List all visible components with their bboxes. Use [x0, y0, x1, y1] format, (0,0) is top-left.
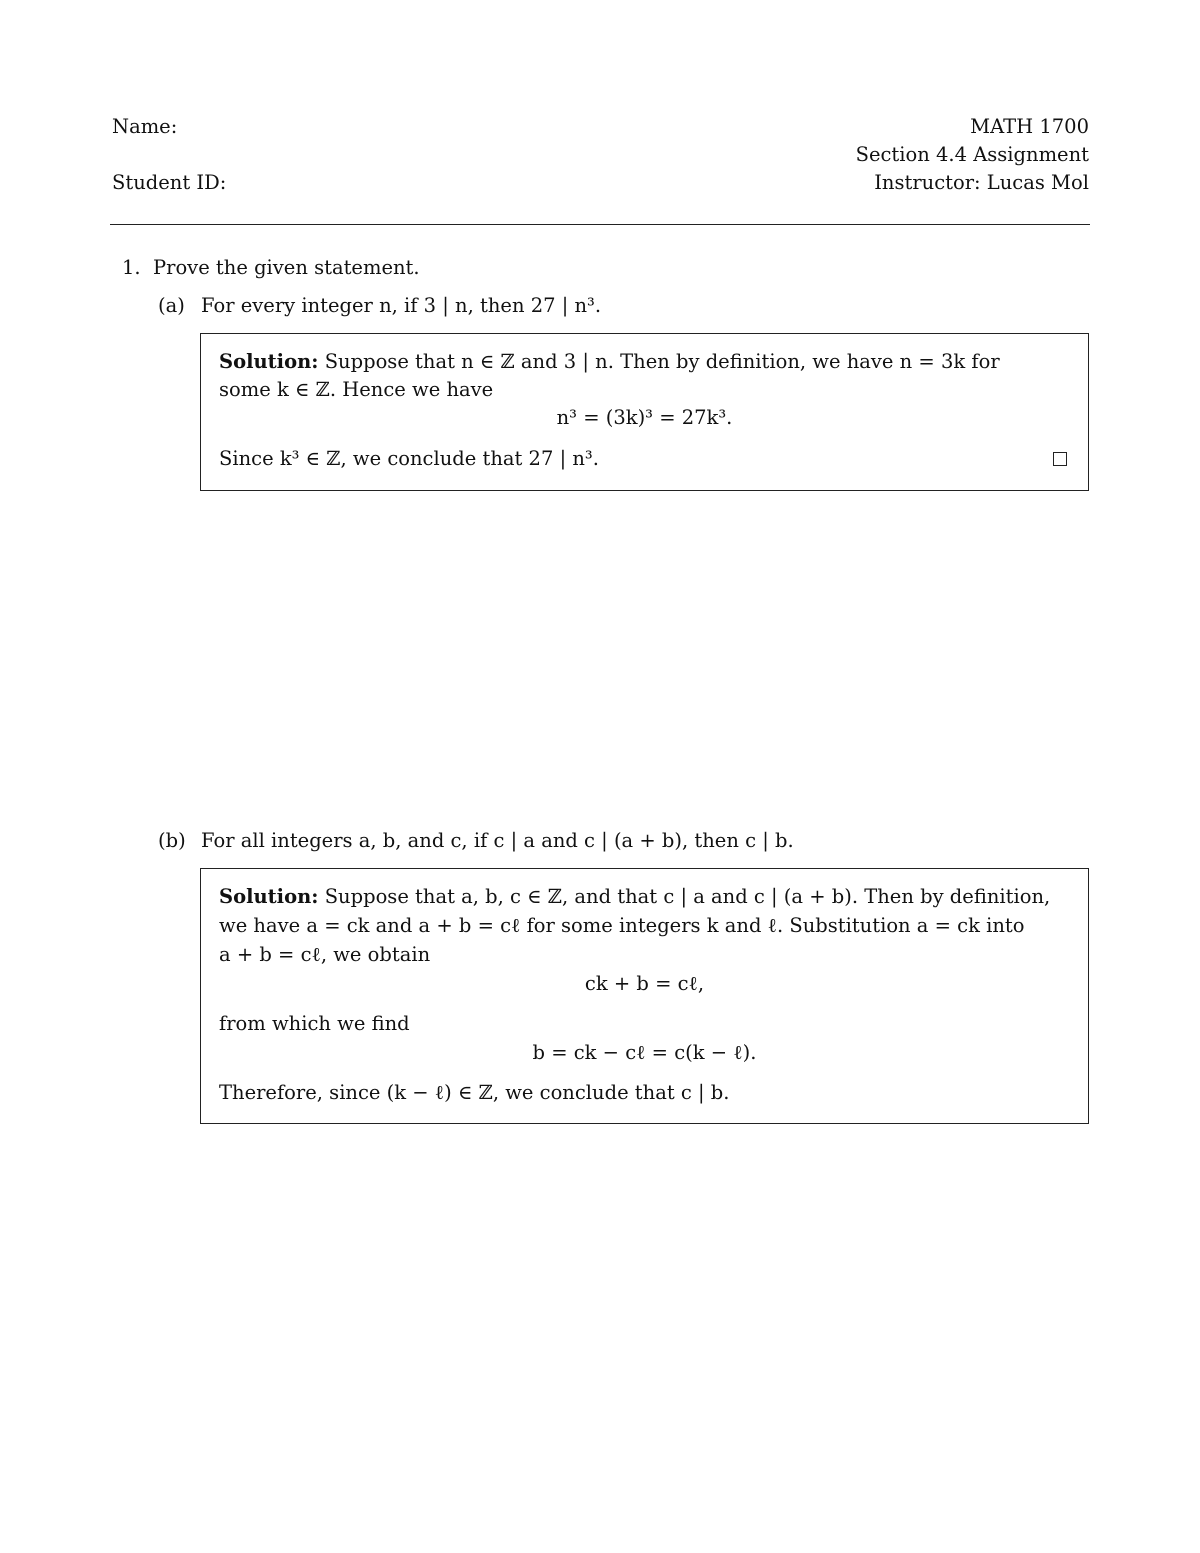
student-id-label: Student ID: — [112, 171, 227, 194]
solution-b-line2: we have a = ck and a + b = cℓ for some integers k and ℓ. Substitution a = ck into — [219, 914, 1025, 937]
solution-a-line2: some k ∈ ℤ. Hence we have — [219, 378, 494, 401]
name-label: Name: — [112, 115, 178, 138]
solution-a-lead: Solution: — [219, 350, 319, 373]
course-code: MATH 1700 — [970, 115, 1089, 138]
solution-b-conclusion: Therefore, since (k − ℓ) ∈ ℤ, we conclude that c | b. — [219, 1081, 730, 1104]
solution-b-line4: from which we find — [219, 1012, 410, 1035]
solution-a-conclusion: Since k³ ∈ ℤ, we conclude that 27 | n³. — [219, 447, 599, 470]
solution-box-a — [200, 333, 1089, 491]
part-b-label: (b) — [158, 829, 186, 852]
question-prompt: Prove the given statement. — [153, 256, 420, 279]
question-number: 1. — [122, 256, 141, 279]
solution-b-line3: a + b = cℓ, we obtain — [219, 943, 431, 966]
solution-b-line1: Suppose that a, b, c ∈ ℤ, and that c | a and c | (a + b). Then by definition, — [324, 885, 1051, 908]
qed-square-icon — [1053, 452, 1067, 466]
instructor: Instructor: Lucas Mol — [874, 171, 1089, 194]
solution-b-lead: Solution: — [219, 885, 319, 908]
solution-a-line1: Suppose that n ∈ ℤ and 3 | n. Then by definition, we have n = 3k for — [324, 350, 1000, 373]
header-divider — [110, 224, 1090, 225]
solution-b-display-equation-1: ck + b = cℓ, — [584, 972, 705, 995]
part-b-statement: For all integers a, b, and c, if c | a and c | (a + b), then c | b. — [201, 829, 794, 852]
part-a-statement: For every integer n, if 3 | n, then 27 | n³. — [201, 294, 602, 317]
part-a-label: (a) — [158, 294, 185, 317]
solution-b-display-equation-2: b = ck − cℓ = c(k − ℓ). — [532, 1041, 757, 1064]
solution-a-display-equation: n³ = (3k)³ = 27k³. — [556, 406, 733, 429]
solution-box-b — [200, 868, 1089, 1124]
assignment-title: Section 4.4 Assignment — [855, 143, 1089, 166]
